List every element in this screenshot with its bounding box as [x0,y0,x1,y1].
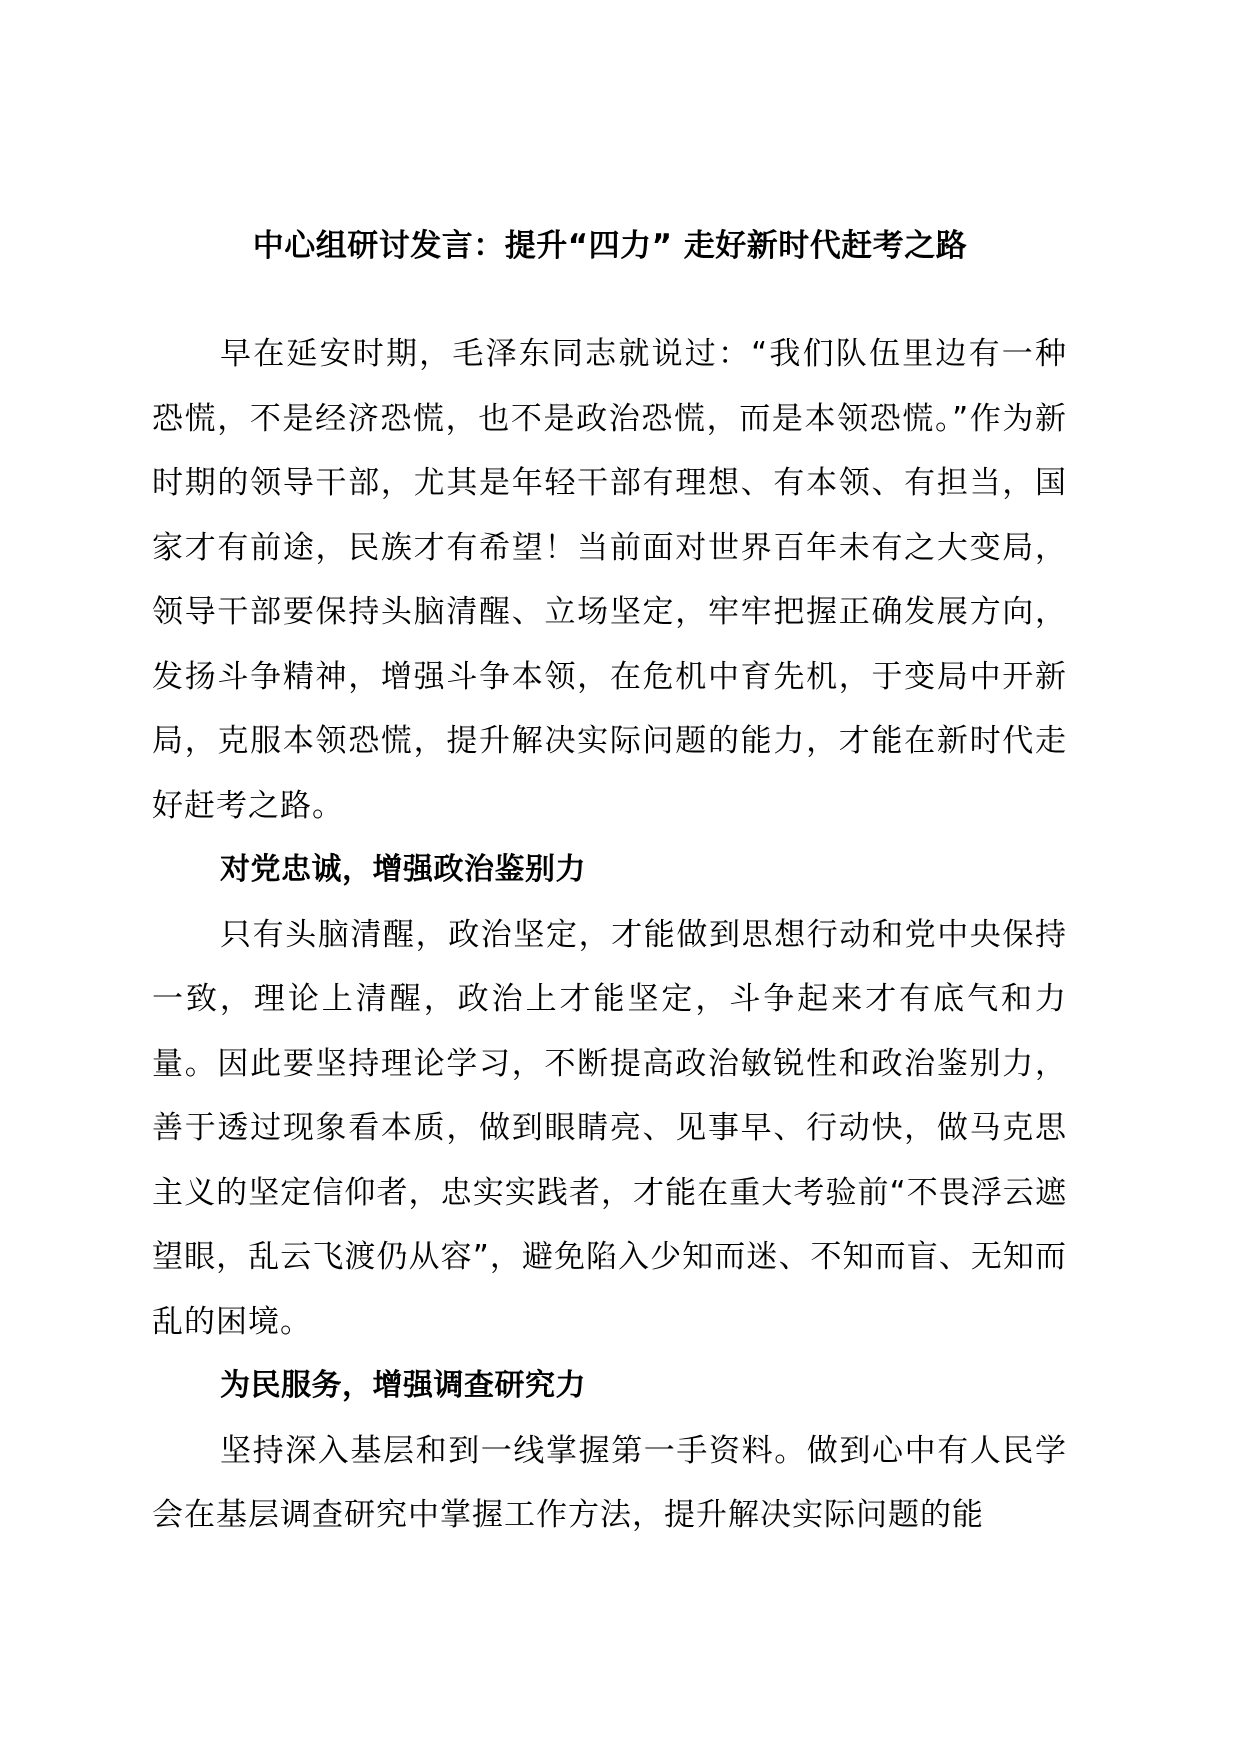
document-title: 中心组研讨发言：提升“四力” 走好新时代赶考之路 [252,228,968,264]
section-paragraph-loyalty: 只有头脑清醒，政治坚定，才能做到思想行动和党中央保持一致，理论上清醒，政治上才能坚定，斗争起来才有底气和力量。因此要坚持理论学习，不断提高政治敏锐性和政治鉴别力，善于透过现象看本质，做到眼睛亮、见事早、行动快，做马克思主义的坚定信仰者，忠实实践者，才能在重大考验前“不畏浮云遮望眼，乱云飞渡仍从容”，避免陷入少知而迷、不知而盲、无知而乱的困境。 [152,916,1067,1340]
intro-paragraph: 早在延安时期，毛泽东同志就说过：“我们队伍里边有一种恐慌，不是经济恐慌，也不是政治恐慌，而是本领恐慌。”作为新时期的领导干部，尤其是年轻干部有理想、有本领、有担当，国家才有前途，民族才有希望！当前面对世界百年未有之大变局，领导干部要保持头脑清醒、立场坚定，牢牢把握正确发展方向，发扬斗争精神，增强斗争本领，在危机中育先机，于变局中开新局，克服本领恐慌，提升解决实际问题的能力，才能在新时代走好赶考之路。 [152,336,1067,824]
section-paragraph-service: 坚持深入基层和到一线掌握第一手资料。做到心中有人民学会在基层调查研究中掌握工作方法，提升解决实际问题的能 [152,1432,1067,1533]
section-heading-service: 为民服务，增强调查研究力 [220,1368,586,1403]
document-body [152,322,1067,1548]
section-heading-loyalty: 对党忠诚，增强政治鉴别力 [220,852,586,887]
